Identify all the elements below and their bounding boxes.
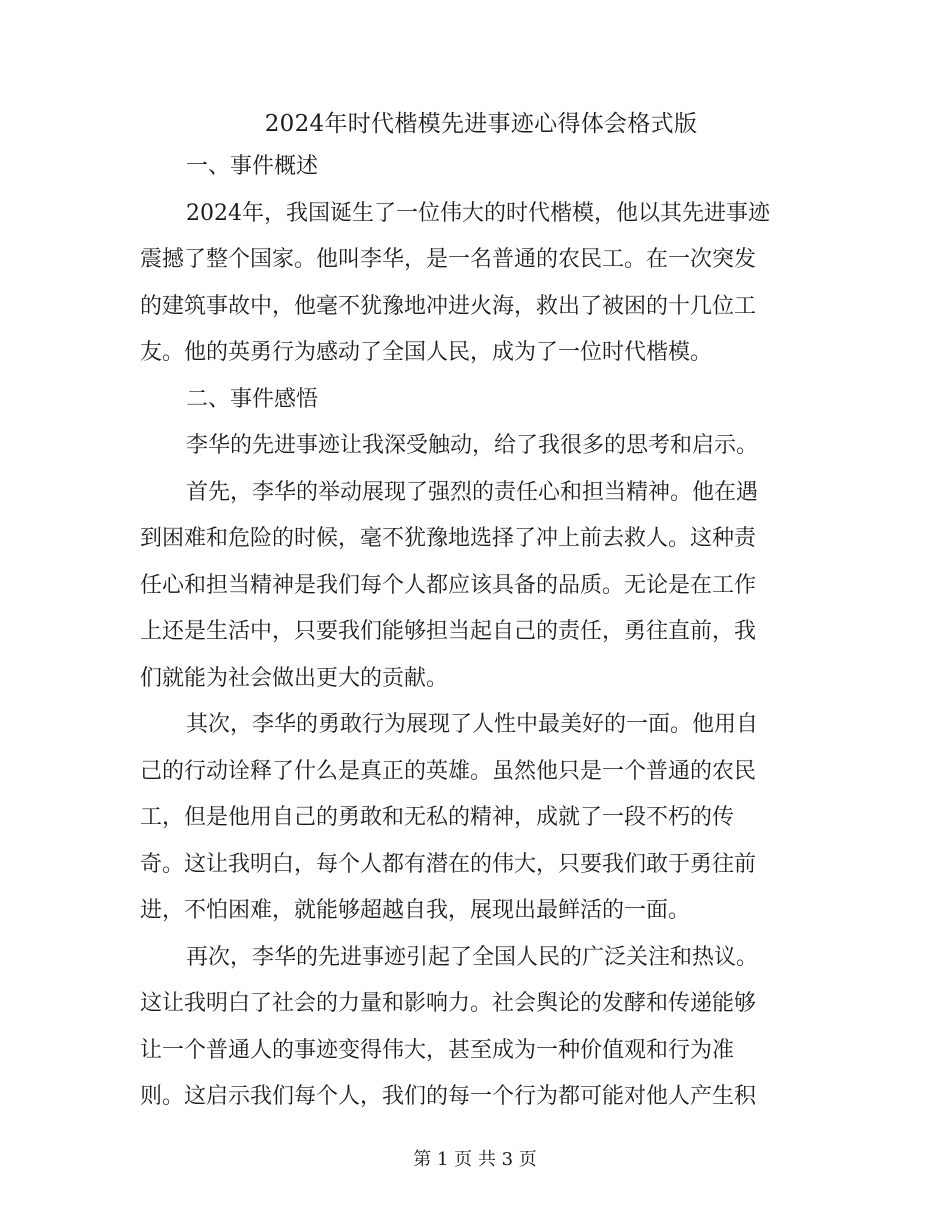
paragraph-line: 2024年，我国诞生了一位伟大的时代楷模，他以其先进事迹 xyxy=(186,200,770,226)
section-heading-overview: 一、事件概述 xyxy=(186,154,319,179)
paragraph-line: 让一个普通人的事迹变得伟大，甚至成为一种价值观和行为准 xyxy=(140,1037,735,1063)
paragraph-line: 到困难和危险的时候，毫不犹豫地选择了冲上前去救人。这种责 xyxy=(140,526,757,551)
paragraph-line: 震撼了整个国家。他叫李华，是一名普通的农民工。在一次突发 xyxy=(140,247,757,272)
paragraph-line: 进，不怕困难，就能够超越自我，展现出最鲜活的一面。 xyxy=(140,898,691,923)
paragraph-line: 上还是生活中，只要我们能够担当起自己的责任，勇往直前，我 xyxy=(140,619,757,644)
document-body xyxy=(140,104,802,1121)
paragraph-line: 们就能为社会做出更大的贡献。 xyxy=(140,665,449,691)
paragraph-line: 这让我明白了社会的力量和影响力。社会舆论的发酵和传递能够 xyxy=(140,991,757,1016)
section-heading-reflection: 二、事件感悟 xyxy=(186,386,319,412)
paragraph-line: 己的行动诠释了什么是真正的英雄。虽然他只是一个普通的农民 xyxy=(140,758,757,784)
paragraph-line: 工，但是他用自己的勇敢和无私的精神，成就了一段不朽的传 xyxy=(140,805,735,830)
document-title: 2024年时代楷模先进事迹心得体会格式版 xyxy=(264,111,698,137)
paragraph-line: 任心和担当精神是我们每个人都应该具备的品质。无论是在工作 xyxy=(140,572,757,598)
paragraph-line: 其次，李华的勇敢行为展现了人性中最美好的一面。他用自 xyxy=(186,712,759,737)
paragraph-line: 友。他的英勇行为感动了全国人民，成为了一位时代楷模。 xyxy=(140,340,713,365)
paragraph-line: 首先，李华的举动展现了强烈的责任心和担当精神。他在遇 xyxy=(186,479,759,505)
paragraph-line: 的建筑事故中，他毫不犹豫地冲进火海，救出了被困的十几位工 xyxy=(140,293,757,319)
paragraph-line: 奇。这让我明白，每个人都有潜在的伟大，只要我们敢于勇往前 xyxy=(140,851,757,877)
paragraph-line: 再次，李华的先进事迹引起了全国人民的广泛关注和热议。 xyxy=(186,944,759,970)
paragraph-line: 则。这启示我们每个人，我们的每一个行为都可能对他人产生积 xyxy=(140,1084,757,1109)
paragraph-line: 李华的先进事迹让我深受触动，给了我很多的思考和启示。 xyxy=(186,433,759,458)
page-number-footer: 第 1 页 共 3 页 xyxy=(413,1149,537,1170)
